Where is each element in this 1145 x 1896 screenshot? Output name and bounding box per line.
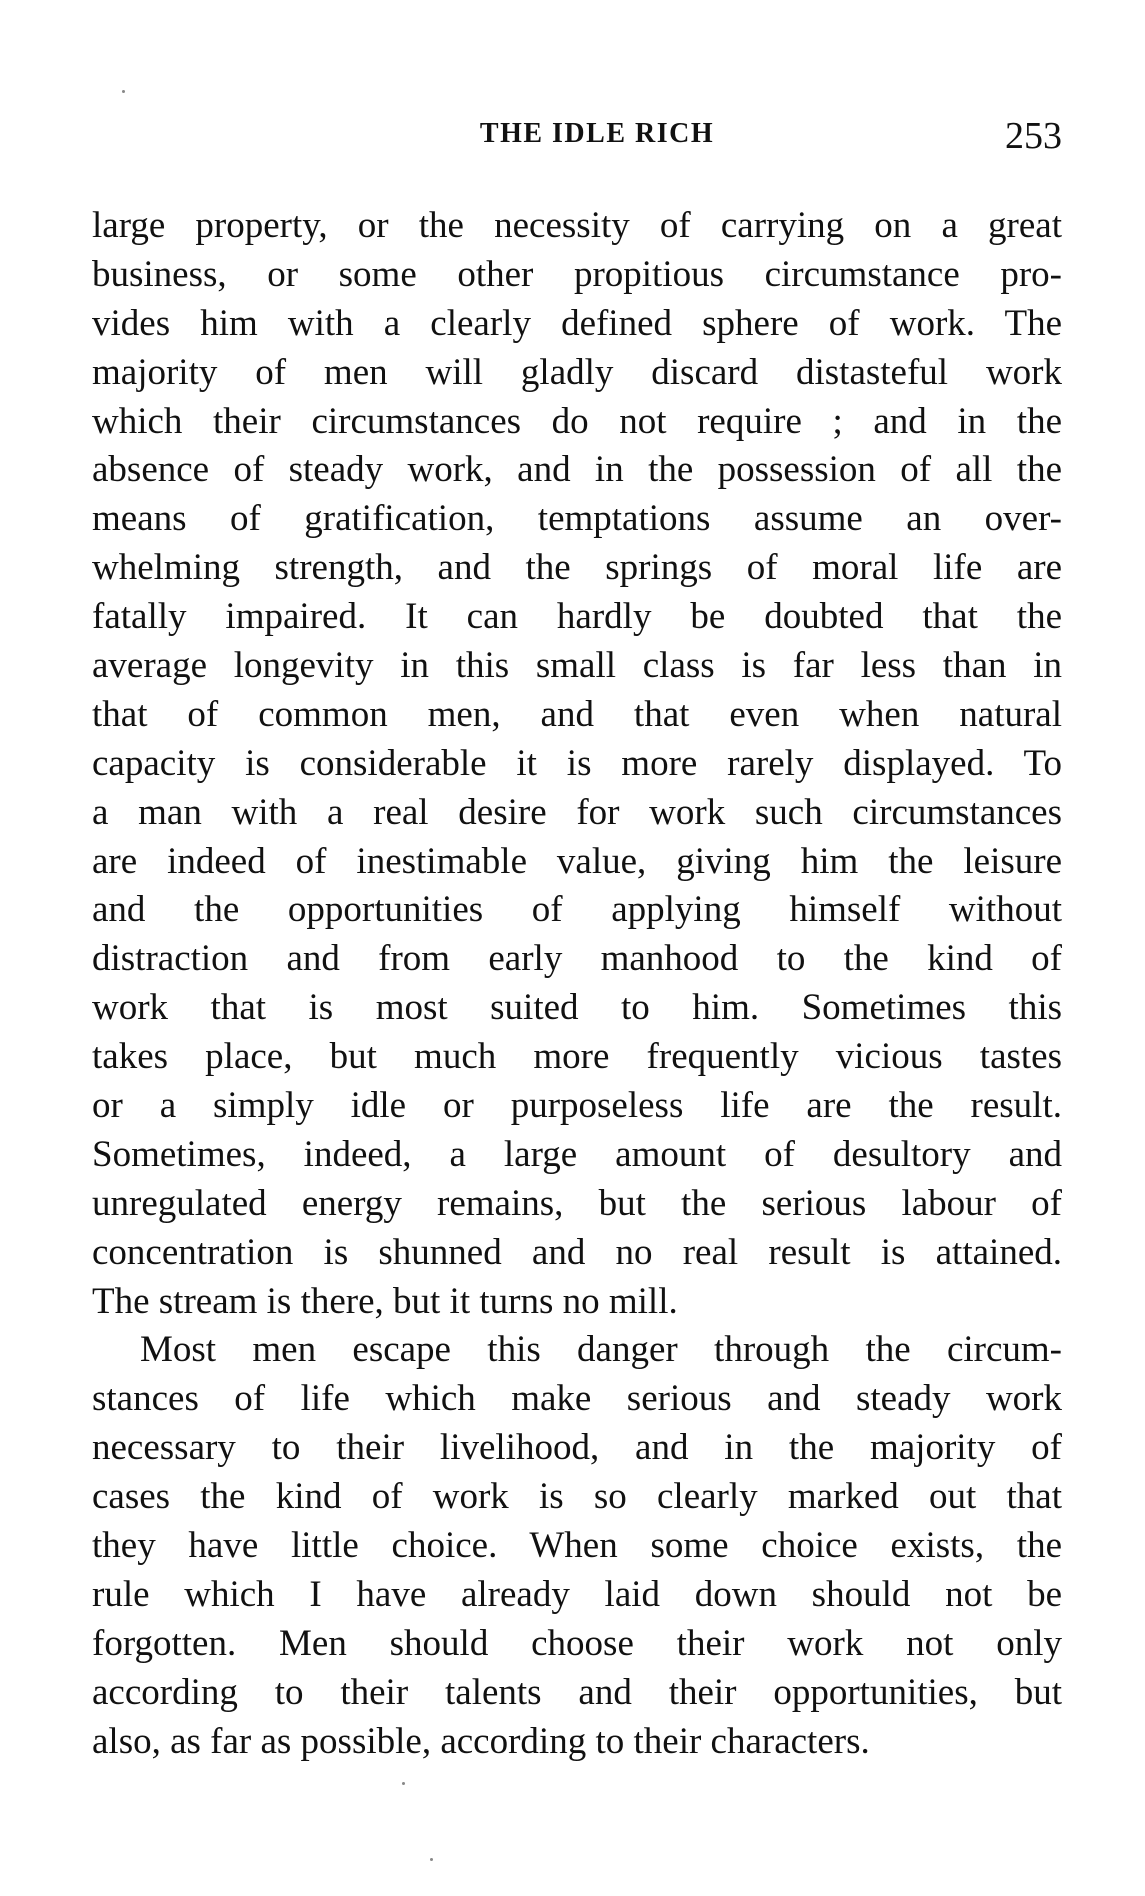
text-line: also, as far as possible, according to their characters. [92, 1720, 870, 1762]
text-line: they have little choice. When some choice exists, the [92, 1525, 1062, 1567]
body-text [92, 202, 1062, 1767]
page-number: 253 [1005, 115, 1062, 157]
paragraph-2 [92, 1326, 1062, 1766]
text-line: rule which I have already laid down should not be [92, 1573, 1062, 1615]
text-line: majority of men will gladly discard distasteful work [92, 351, 1062, 393]
text-line: or a simply idle or purposeless life are the result. [92, 1085, 1062, 1127]
text-line: The stream is there, but it turns no mill. [92, 1280, 678, 1322]
text-line: forgotten. Men should choose their work not only [92, 1622, 1062, 1664]
paper-speck [402, 1782, 405, 1785]
text-line: concentration is shunned and no real result is attained. [92, 1231, 1062, 1273]
text-line: takes place, but much more frequently vicious tastes [92, 1036, 1062, 1078]
paragraph-1 [92, 202, 1062, 1326]
paper-speck [122, 90, 125, 93]
text-line: a man with a real desire for work such circumstances [92, 791, 1062, 833]
text-line: business, or some other propitious circumstance pro- [92, 253, 1062, 295]
text-line: fatally impaired. It can hardly be doubted that the [92, 596, 1062, 638]
text-line: cases the kind of work is so clearly marked out that [92, 1476, 1062, 1518]
text-line: means of gratification, temptations assume an over- [92, 498, 1062, 540]
paper-speck [430, 1858, 433, 1861]
text-line: Sometimes, indeed, a large amount of desultory and [92, 1133, 1062, 1175]
text-line: large property, or the necessity of carrying on a great [92, 205, 1062, 246]
text-line: that of common men, and that even when natural [92, 693, 1062, 735]
text-line: Most men escape this danger through the circum- [140, 1329, 1062, 1371]
text-line: whelming strength, and the springs of moral life are [92, 547, 1062, 589]
text-line: and the opportunities of applying himself without [92, 889, 1062, 931]
text-line: average longevity in this small class is far less than in [92, 645, 1062, 687]
text-line: capacity is considerable it is more rarely displayed. To [92, 742, 1062, 784]
text-line: which their circumstances do not require ; and in the [92, 400, 1062, 442]
text-line: work that is most suited to him. Sometimes this [92, 987, 1062, 1029]
text-line: distraction and from early manhood to the kind of [92, 938, 1062, 980]
running-title: THE IDLE RICH [479, 118, 715, 149]
text-line: are indeed of inestimable value, giving him the leisure [92, 840, 1062, 882]
running-head [92, 114, 1062, 160]
text-line: stances of life which make serious and steady work [92, 1378, 1062, 1420]
text-line: vides him with a clearly defined sphere of work. The [92, 302, 1062, 344]
text-line: unregulated energy remains, but the serious labour of [92, 1182, 1062, 1224]
text-line: absence of steady work, and in the possession of all the [92, 449, 1062, 491]
text-line: according to their talents and their opportunities, but [92, 1671, 1062, 1713]
text-line: necessary to their livelihood, and in the majority of [92, 1427, 1062, 1469]
